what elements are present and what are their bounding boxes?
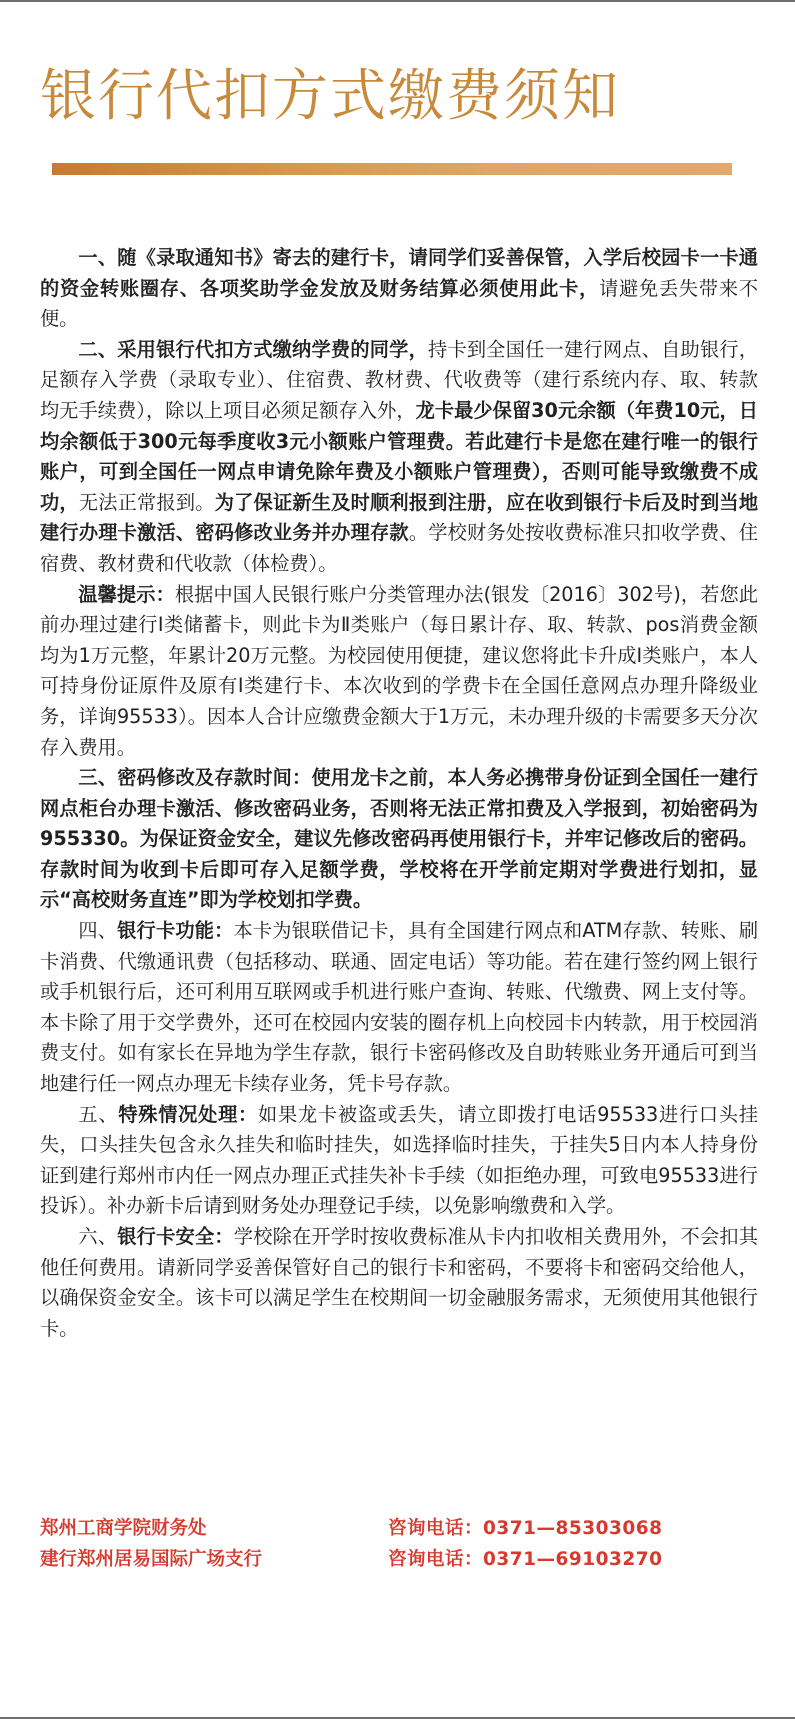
section-2-text-1: 持卡到全国任一建行网点、自助银行，足额存入学费（录取专业）、住宿费、教材费、代收费等（建行系统内存、取、转款均无手续费），除以上项目必须足额存入外， — [40, 337, 759, 422]
section-3-bold: 三、密码修改及存款时间：使用龙卡之前，本人务必携带身份证到全国任一建行网点柜台办理卡激活、修改密码业务，否则将无法正常扣费及入学报到，初始密码为955330。为保证资金安全，建议先修改密码再使用银行卡，并牢记修改后的密码。存款时间为收到卡后即可存入足额学费，学校将在开学前定期对学费进行划扣，显示“高校财务直连”即为学校划扣学费。 — [40, 766, 758, 912]
section-6-number: 六、 — [78, 1225, 118, 1248]
section-5-heading: 特殊情况处理： — [118, 1102, 258, 1126]
section-4-number: 四、 — [78, 919, 118, 943]
warm-tip-text: 根据中国人民银行账户分类管理办法(银发〔2016〕302号)，若您此前办理过建行Ⅰ类储蓄卡，则此卡为Ⅱ类账户（每日累计存、取、转款、pos消费金额均为1万元整，年累计20万元整。为校园使用便捷，建议您将此卡升成Ⅰ类账户，本人可持身份证原件及原有Ⅰ类建行卡、本次收到的学费卡在全国任意网点办理升降级业务，详询95533）。因本人合计应缴费金额大于1万元，未办理升级的卡需要多天分次存入费用。 — [40, 582, 758, 759]
section-1 — [40, 243, 758, 335]
phone-finance-office: 咨询电话：0371—85303068 — [388, 1518, 663, 1539]
section-1-text: 请避免丢失带来不便。 — [40, 276, 759, 331]
warm-tip-heading: 温馨提示： — [78, 582, 175, 606]
section-2-bold-2: 龙卡最少保留30元余额（年费10元，日均余额低于300元每季度收3元小额账户管理费。若此建行卡是您在建行唯一的银行账户，可到全国任一网点申请免除年费及小额账户管理费），否则可能导致缴费不成功， — [40, 398, 758, 514]
section-4-heading: 银行卡功能： — [117, 919, 234, 943]
contact-footer — [40, 1513, 760, 1575]
section-4-text: 本卡为银联借记卡，具有全国建行网点和ATM存款、转账、刷卡消费、代缴通讯费（包括移动、联通、固定电话）等功能。若在建行签约网上银行或手机银行后，还可利用互联网或手机进行账户查询、转账、代缴费、网上支付等。本卡除了用于交学费外，还可在校园内安装的圈存机上向校园卡内转款，用于校园消费支付。如有家长在异地为学生存款，银行卡密码修改及自助转账业务开通后可到当地建行任一网点办理无卡续存业务，凭卡号存款。 — [40, 919, 759, 1096]
notice-body — [40, 243, 758, 1344]
warm-tip — [40, 580, 758, 764]
section-2-text-3: 。学校财务处按收费标准只扣收学费、住宿费、教材费和代收款（体检费）。 — [40, 521, 759, 575]
section-1-bold: 一、随《录取通知书》寄去的建行卡，请同学们妥善保管，入学后校园卡一卡通的资金转账圈存、各项奖助学金发放及财务结算必须使用此卡， — [40, 246, 758, 300]
section-6-text: 学校除在开学时按收费标准从卡内扣收相关费用外，不会扣其他任何费用。请新同学妥善保管好自己的银行卡和密码，不要将卡和密码交给他人，以确保资金安全。该卡可以满足学生在校期间一切金融服务需求，无须使用其他银行卡。 — [40, 1225, 759, 1340]
section-6-heading: 银行卡安全： — [117, 1225, 234, 1248]
section-5-number: 五、 — [78, 1102, 119, 1126]
contact-row-2 — [40, 1544, 760, 1575]
org-bank-branch: 建行郑州居易国际广场支行 — [40, 1549, 263, 1570]
section-4 — [40, 916, 758, 1100]
org-finance-office: 郑州工商学院财务处 — [40, 1518, 207, 1539]
section-5-text: 如果龙卡被盗或丢失，请立即拨打电话95533进行口头挂失，口头挂失包含永久挂失和临时挂失，如选择临时挂失，于挂失5日内本人持身份证到建行郑州市内任一网点办理正式挂失补卡手续（如拒绝办理，可致电95533进行投诉）。补办新卡后请到财务处办理登记手续，以免影响缴费和入学。 — [40, 1102, 759, 1218]
section-2 — [40, 335, 758, 580]
section-6 — [40, 1222, 758, 1344]
phone-bank-branch: 咨询电话：0371—69103270 — [388, 1549, 663, 1570]
top-border — [0, 0, 795, 2]
section-2-bold-3: 为了保证新生及时顺利报到注册，应在收到银行卡后及时到当地建行办理卡激活、密码修改业务并办理存款 — [40, 490, 759, 545]
title-underline-bar — [52, 163, 732, 175]
section-2-heading: 二、采用银行代扣方式缴纳学费的同学， — [78, 337, 429, 361]
contact-row-1 — [40, 1513, 760, 1544]
section-3 — [40, 763, 758, 916]
page-title: 银行代扣方式缴费须知 — [40, 64, 620, 129]
section-5 — [40, 1100, 758, 1222]
section-2-text-2: 无法正常报到。 — [78, 490, 215, 514]
